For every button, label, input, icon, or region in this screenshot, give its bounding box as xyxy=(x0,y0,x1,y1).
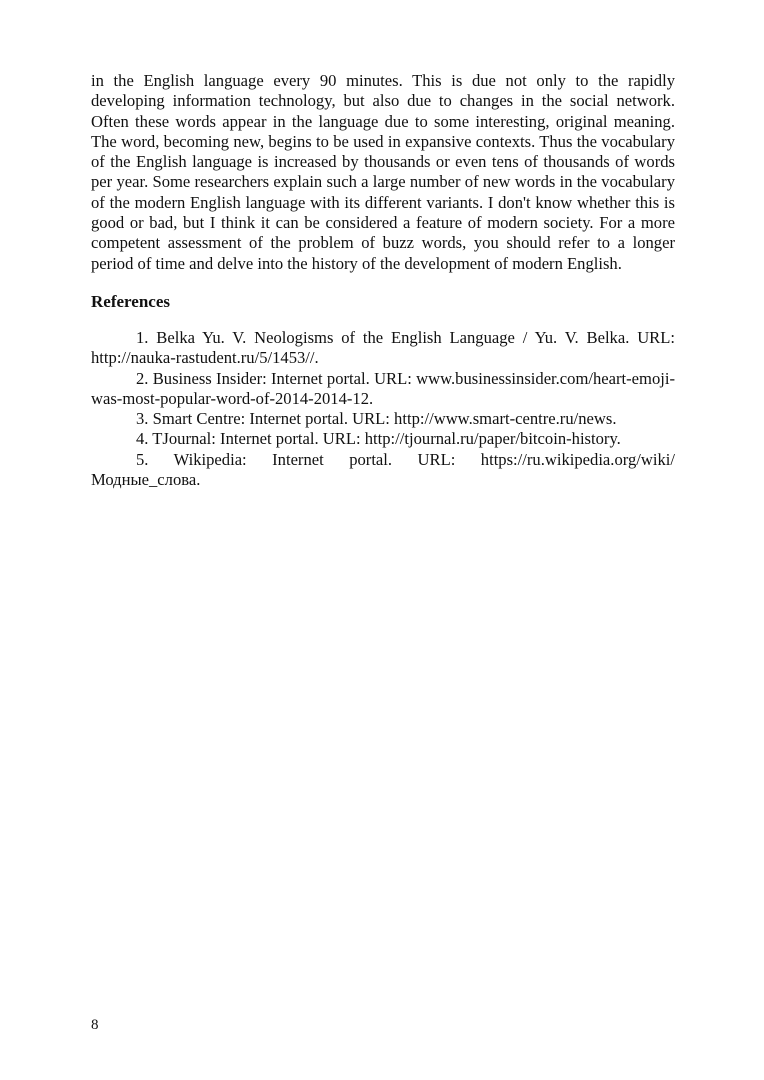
reference-item-3: 3. Smart Centre: Internet portal. URL: http://www.smart-centre.ru/news. xyxy=(136,409,617,429)
page-content xyxy=(91,71,675,490)
body-paragraph: in the English language every 90 minutes. This is due not only to the rapidly developing information technology, but also due to changes in the social network. Often these words appear in the language due to some interesting, original meaning. The word, becoming new, begins to be used in expansive contexts. Thus the vocabulary of the English language is increased by thousands or even tens of thousands of words per year. Some researchers explain such a large number of new words in the vocabulary of the modern English language with its different variants. I don't know whether this is good or bad, but I think it can be considered a feature of modern society. For a more competent assessment of the problem of buzz words, you should refer to a longer period of time and delve into the history of the development of modern English. xyxy=(91,71,675,273)
references-heading: References xyxy=(91,291,170,311)
reference-item-1: 1. Belka Yu. V. Neologisms of the English Language / Yu. V. Belka. URL: http://nauka-rastudent.ru/5/1453//. xyxy=(91,327,675,368)
reference-item-4: 4. TJournal: Internet portal. URL: http://tjournal.ru/paper/bitcoin-history. xyxy=(136,429,621,449)
references-list xyxy=(91,328,675,490)
page-number: 8 xyxy=(91,1017,99,1033)
reference-item-2: 2. Business Insider: Internet portal. URL: www.businessinsider.com/heart-emoji-was-most-popular-word-of-2014-2014-12. xyxy=(91,368,675,408)
reference-item-5: 5. Wikipedia: Internet portal. URL: https://ru.wikipedia.org/wiki/ Модные_слова. xyxy=(91,449,675,490)
